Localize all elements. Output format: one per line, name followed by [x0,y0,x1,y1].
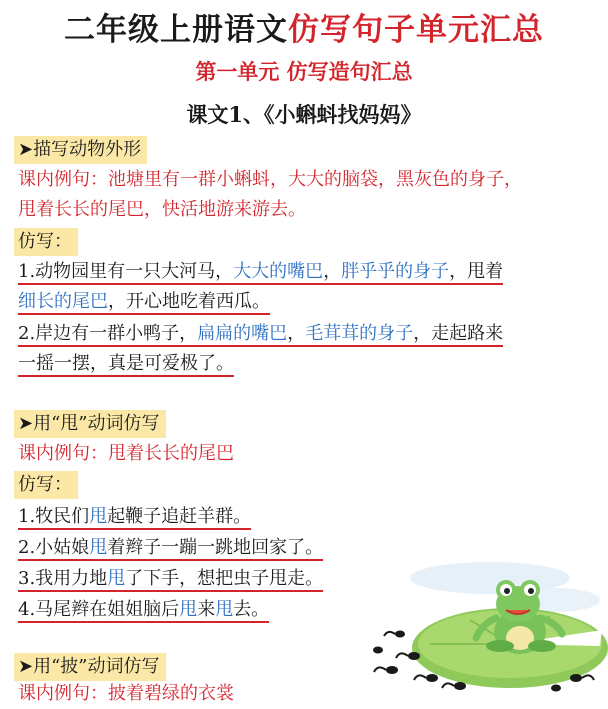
imitation-label: 仿写： [14,228,78,256]
imitation-sentence-1-line1: 1.动物园里有一只大河马，大大的嘴巴，胖乎乎的身子，甩着 [18,257,503,287]
imitation-sentence-2-line2: 一摇一摆，真是可爱极了。 [18,349,234,379]
example-sentence-pi: 课内例句：披着碧绿的衣裳 [18,683,234,704]
example-sentence-line1: 课内例句：池塘里有一群小蝌蚪，大大的脑袋，黑灰色的身子， [18,169,522,190]
lesson-title: 课文1、《小蝌蚪找妈妈》 [186,102,422,127]
shuai-sentence-3: 3.我用力地甩了下手，想把虫子甩走。 [18,564,323,594]
unit-subtitle: 第一单元 仿写造句汇总 [195,59,413,84]
imitation-label-shuai: 仿写： [14,471,78,499]
example-sentence-line2: 甩着长长的尾巴，快活地游来游去。 [18,199,306,220]
page-title [0,4,608,49]
shuai-sentence-4: 4.马尾辫在姐姐脑后甩来甩去。 [18,595,269,625]
shuai-sentence-2: 2.小姑娘甩着辫子一蹦一跳地回家了。 [18,533,323,563]
section-heading-shuai: ➤用“甩”动词仿写 [14,410,166,438]
section-heading-pi: ➤用“披”动词仿写 [14,653,166,681]
example-sentence-shuai: 课内例句：甩着长长的尾巴 [18,443,234,464]
imitation-sentence-2-line1: 2.岸边有一群小鸭子，扁扁的嘴巴，毛茸茸的身子，走起路来 [18,319,503,349]
shuai-sentence-1: 1.牧民们甩起鞭子追赶羊群。 [18,502,251,532]
section-heading-appearance: ➤描写动物外形 [14,136,147,164]
title-part-black: 二年级上册语文 [64,12,288,48]
imitation-sentence-1-line2: 细长的尾巴，开心地吃着西瓜。 [18,287,270,317]
frog-on-lilypad-with-tadpoles-icon [370,560,608,694]
title-part-red: 仿写句子单元汇总 [288,12,544,48]
